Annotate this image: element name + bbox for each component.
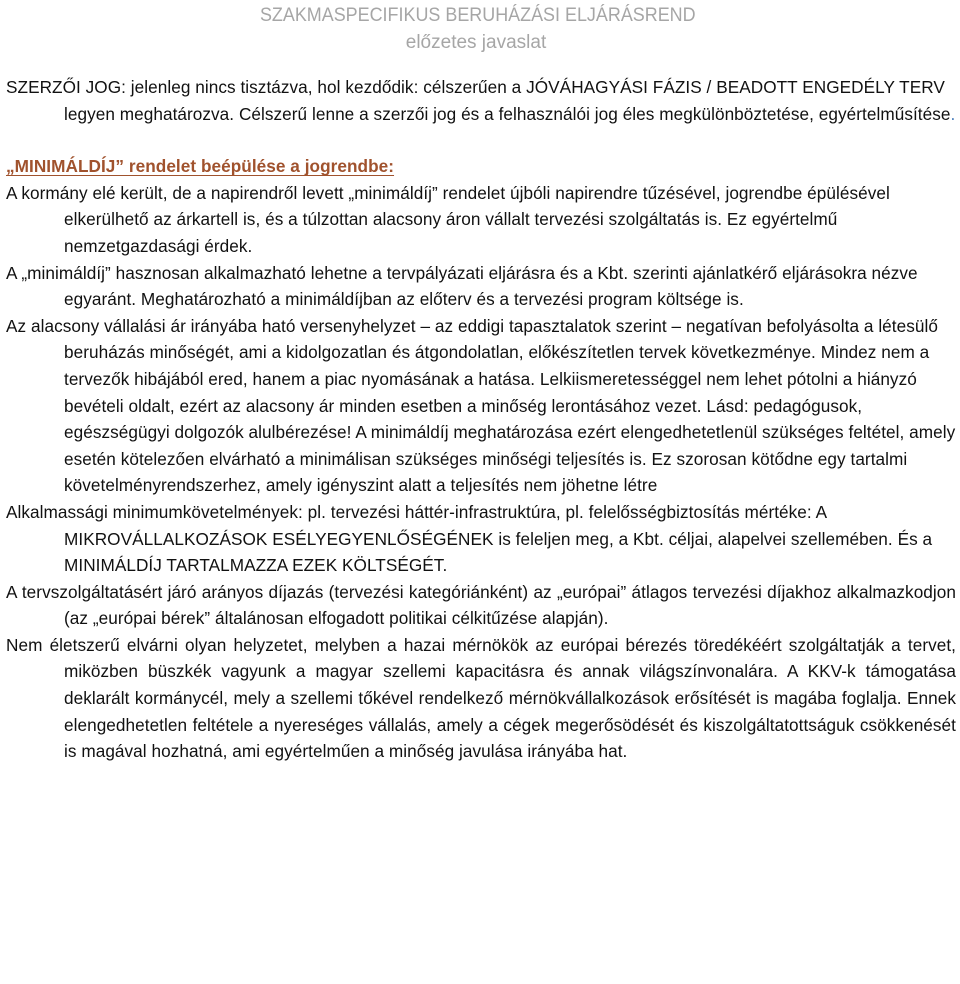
- text-cursor-mark: .: [950, 103, 956, 124]
- paragraph-minimal-fee-usage: A „minimáldíj” hasznosan alkalmazható lehetne a tervpályázati eljárásra és a Kbt. szerinti ajánlatkérő eljárásokra nézve egyaránt. Meghatározható a minimáldíjban az előterv és a tervezési program költsége is.: [6, 262, 918, 310]
- paragraph-eligibility-requirements: Alkalmassági minimumkövetelmények: pl. tervezési háttér-infrastruktúra, pl. felelősségbiztosítás mértéke: A MIKROVÁLLALKOZÁSOK ESÉLYEGYENLŐSÉGÉNEK is feleljen meg, a Kbt. céljai, alapelvei szellemében. És a MINIMÁLDÍJ TARTALMAZZA EZEK KÖLTSÉGÉT.: [6, 501, 933, 576]
- document-subtitle: előzetes javaslat: [405, 32, 547, 53]
- document-body: [6, 74, 956, 765]
- minimal-fee-heading: „MINIMÁLDÍJ” rendelet beépülése a jogrendbe:: [6, 156, 395, 177]
- paragraph-government: A kormány elé került, de a napirendről levett „minimáldíj” rendelet újbóli napirendre tűzésével, jogrendbe épülésével elkerülhető az árkartell is, és a túlzottan alacsony áron vállalt tervezési szolgáltatás is. Ez egyértelmű nemzetgazdasági érdek.: [6, 182, 890, 256]
- paragraph-proportional-fee: A tervszolgáltatásért járó arányos díjazás (tervezési kategóriánként) az „európai” átlagos tervezési díjakhoz alkalmazkodjon (az „európai bérek” általánosan elfogadott politikai célkitűzése alapján).: [6, 581, 956, 629]
- paragraph-european-wages: Nem életszerű elvárni olyan helyzetet, melyben a hazai mérnökök az európai bérezés töredékéért szolgáltatják a tervet, miközben büszkék vagyunk a magyar szellemi kapacitásra és annak világszínvonalára. A KKV-k támogatása deklarált kormánycél, mely a szellemi tőkével rendelkező mérnökvállalkozások erősítését is magába foglalja. Ennek elengedhetetlen feltétele a nyereséges vállalás, amely a cégek megerősödését és kiszolgáltatottságuk csökkenését is magával hozhatná, ami egyértelműen a minőség javulása irányába hat.: [6, 634, 956, 762]
- document-title: SZAKMASPECIFIKUS BERUHÁZÁSI ELJÁRÁSREND: [260, 4, 696, 26]
- copyright-paragraph: SZERZŐI JOG: jelenleg nincs tisztázva, hol kezdődik: célszerűen a JÓVÁHAGYÁSI FÁZIS / BEADOTT ENGEDÉLY TERV legyen meghatározva. Célszerű lenne a szerzői jog és a felhasználói jog éles megkülönböztetése, egyértelműsítése.: [6, 77, 956, 124]
- paragraph-low-price-competition: Az alacsony vállalási ár irányába ható versenyhelyzet – az eddigi tapasztalatok szerint – negatívan befolyásolta a létesülő beruházás minőségét, ami a kidolgozatlan és átgondolatlan, előkészítetlen tervek következménye. Mindez nem a tervezők hibájából ered, hanem a piac nyomásának a hatása. Lelkiismeretességgel nem lehet pótolni a hiányzó bevételi oldalt, ezért az alacsony ár minden esetben a minőség lerontásához vezet. Lásd: pedagógusok, egészségügyi dolgozók alulbérezése! A minimáldíj meghatározása ezért elengedhetetlenül szükséges feltétel, amely esetén kötelezően elvárható a minimálisan szükséges minőségi teljesítés is. Ez szorosan kötődne egy tartalmi követelményrendszerhez, amely igényszint alatt a teljesítés nem jöhetne létre: [6, 315, 956, 496]
